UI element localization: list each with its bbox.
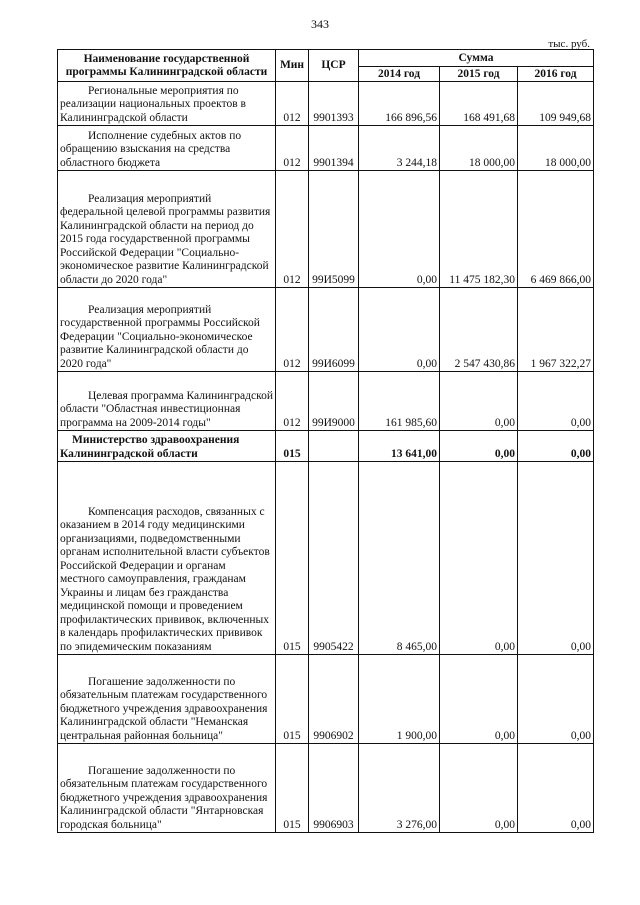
table-row <box>58 744 594 833</box>
row-2016: 0,00 <box>518 431 594 462</box>
row-min: 015 <box>276 744 309 833</box>
row-2016: 0,00 <box>518 655 594 744</box>
page-number: 343 <box>311 17 329 31</box>
row-2014: 13 641,00 <box>359 431 440 462</box>
row-2015: 11 475 182,30 <box>440 171 518 288</box>
table-row <box>58 126 594 171</box>
row-min: 012 <box>276 171 309 288</box>
header-2014: 2014 год <box>359 67 440 82</box>
table-row <box>58 171 594 288</box>
row-name: Реализация мероприятий государственной программы Российской Федерации "Социально-экономическое развитие Калининградской области до 2020 года" <box>58 288 276 372</box>
row-min: 015 <box>276 655 309 744</box>
row-2016: 0,00 <box>518 372 594 431</box>
row-min: 015 <box>276 431 309 462</box>
row-name: Реализация мероприятий федеральной целевой программы развития Калининградской области на период до 2015 года государственной программы Российской Федерации "Социально-экономическое развитие Калининградской области до 2020 года" <box>58 171 276 288</box>
row-2015: 2 547 430,86 <box>440 288 518 372</box>
row-2015: 0,00 <box>440 655 518 744</box>
row-csr: 9906903 <box>309 744 359 833</box>
row-2016: 1 967 322,27 <box>518 288 594 372</box>
row-min: 012 <box>276 372 309 431</box>
row-name: Компенсация расходов, связанных с оказанием в 2014 году медицинскими организациями, подведомственными органам исполнительной власти субъектов Российской Федерации и органам местного самоуправления, гражданам Украины и лицам без гражданства медицинской помощи и проведением профилактических прививок, включенных в календарь профилактических прививок по эпидемическим показаниям <box>58 462 276 655</box>
row-2014: 3 276,00 <box>359 744 440 833</box>
table-row <box>58 655 594 744</box>
row-name: Региональные мероприятия по реализации национальных проектов в Калининградской области <box>58 82 276 126</box>
row-csr: 9901393 <box>309 82 359 126</box>
row-name: Целевая программа Калининградской области "Областная инвестиционная программа на 2009-2014 годы" <box>58 372 276 431</box>
row-csr: 99И9000 <box>309 372 359 431</box>
row-name: Министерство здравоохранения Калининградской области <box>58 431 276 462</box>
row-min: 012 <box>276 82 309 126</box>
row-2015: 168 491,68 <box>440 82 518 126</box>
table-row <box>58 462 594 655</box>
row-2015: 0,00 <box>440 372 518 431</box>
row-min: 012 <box>276 288 309 372</box>
row-2014: 8 465,00 <box>359 462 440 655</box>
row-min: 012 <box>276 126 309 171</box>
row-2016: 0,00 <box>518 462 594 655</box>
row-2015: 18 000,00 <box>440 126 518 171</box>
table-row <box>58 372 594 431</box>
header-2015: 2015 год <box>440 67 518 82</box>
row-csr: 99И5099 <box>309 171 359 288</box>
units-label: тыс. руб. <box>548 38 590 50</box>
row-csr: 9901394 <box>309 126 359 171</box>
row-min: 015 <box>276 462 309 655</box>
row-name: Погашение задолженности по обязательным платежам государственного бюджетного учреждения здравоохранения Калининградской области "Янтарновская городская больница" <box>58 744 276 833</box>
header-2016: 2016 год <box>518 67 594 82</box>
row-2016: 6 469 866,00 <box>518 171 594 288</box>
row-2016: 109 949,68 <box>518 82 594 126</box>
row-2014: 0,00 <box>359 171 440 288</box>
row-2014: 166 896,56 <box>359 82 440 126</box>
table-row <box>58 82 594 126</box>
row-2016: 18 000,00 <box>518 126 594 171</box>
header-min: Мин <box>276 50 309 82</box>
row-2016: 0,00 <box>518 744 594 833</box>
row-2014: 161 985,60 <box>359 372 440 431</box>
row-2014: 1 900,00 <box>359 655 440 744</box>
row-csr: 9905422 <box>309 462 359 655</box>
row-2015: 0,00 <box>440 744 518 833</box>
table-row-ministry <box>58 431 594 462</box>
header-csr: ЦСР <box>309 50 359 82</box>
row-csr <box>309 431 359 462</box>
header-name: Наименование государственной программы Калининградской области <box>58 50 276 82</box>
budget-table <box>57 49 594 833</box>
table-row <box>58 288 594 372</box>
row-2014: 0,00 <box>359 288 440 372</box>
row-csr: 99И6099 <box>309 288 359 372</box>
row-name: Погашение задолженности по обязательным платежам государственного бюджетного учреждения здравоохранения Калининградской области "Неманская центральная районная больница" <box>58 655 276 744</box>
row-name: Исполнение судебных актов по обращению взыскания на средства областного бюджета <box>58 126 276 171</box>
row-2015: 0,00 <box>440 431 518 462</box>
row-2015: 0,00 <box>440 462 518 655</box>
row-csr: 9906902 <box>309 655 359 744</box>
row-2014: 3 244,18 <box>359 126 440 171</box>
header-sum: Сумма <box>359 50 594 67</box>
